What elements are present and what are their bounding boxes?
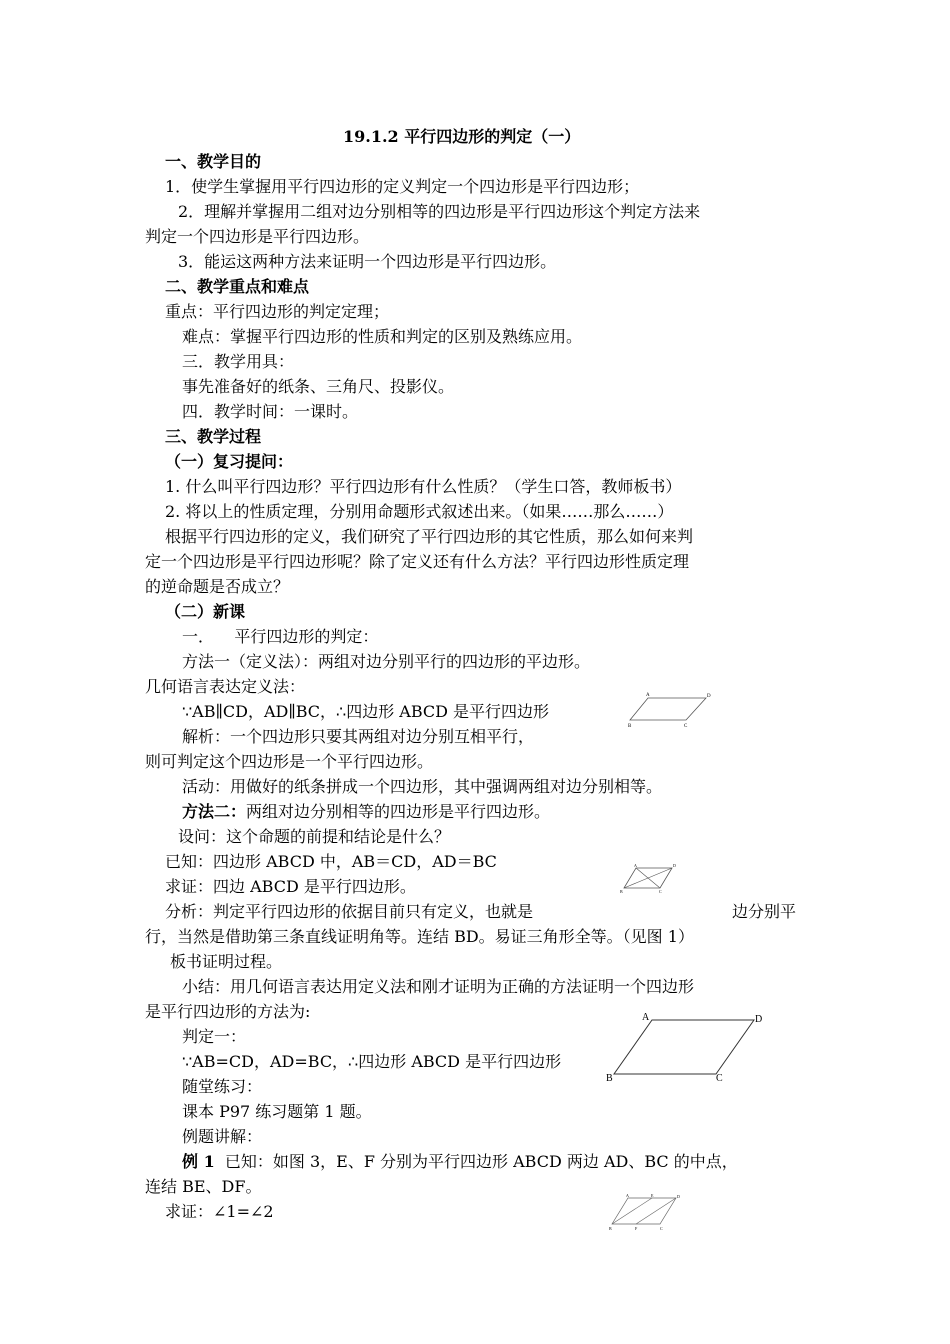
label-c: C bbox=[684, 724, 688, 728]
label-b: B bbox=[628, 724, 632, 728]
question-text: 设问：这个命题的前提和结论是什么？ bbox=[178, 827, 451, 846]
practice-text: 课本 P97 练习题第 1 题。 bbox=[182, 1102, 372, 1121]
label-b: B bbox=[620, 889, 623, 894]
judgement-heading: 一． 平行四边形的判定： bbox=[182, 627, 379, 646]
activity-text: 活动：用做好的纸条拼成一个四边形，其中强调两组对边分别相等。 bbox=[182, 777, 663, 796]
section-heading-key-points: 二、教学重点和难点 bbox=[165, 277, 310, 296]
section-heading-objectives: 一、教学目的 bbox=[165, 152, 262, 171]
figure-parallelogram-2 bbox=[618, 862, 678, 894]
label-e: E bbox=[651, 1193, 654, 1198]
objective-2-line-1: 2．理解并掌握用二组对边分别相等的四边形是平行四边形这个判定方法来 bbox=[178, 202, 701, 221]
example-1-line-1 bbox=[182, 1152, 738, 1172]
objective-1: 1．使学生掌握用平行四边形的定义判定一个四边形是平行四边形； bbox=[165, 177, 640, 196]
label-d: D bbox=[673, 863, 676, 868]
key-point: 重点：平行四边形的判定定理； bbox=[165, 302, 390, 321]
practice-heading: 随堂练习： bbox=[182, 1077, 263, 1096]
label-a: A bbox=[634, 863, 637, 868]
geometry-language-heading: 几何语言表达定义法： bbox=[145, 677, 306, 696]
review-question-2: 2. 将以上的性质定理，分别用命题形式叙述出来。（如果……那么……） bbox=[165, 502, 674, 521]
label-a: A bbox=[626, 1193, 629, 1198]
method-1: 方法一（定义法）：两组对边分别平行的四边形的平边形。 bbox=[182, 652, 591, 671]
example-1-prove: 求证：∠1=∠2 bbox=[165, 1202, 274, 1221]
section-heading-process: 三、教学过程 bbox=[165, 427, 262, 446]
example-1-line-2: 连结 BE、DF。 bbox=[145, 1177, 262, 1196]
objective-3: 3．能运这两种方法来证明一个四边形是平行四边形。 bbox=[178, 252, 557, 271]
difficult-point: 难点：掌握平行四边形的性质和判定的区别及熟练应用。 bbox=[182, 327, 583, 346]
intro-paragraph-line-3: 的逆命题是否成立？ bbox=[145, 577, 290, 596]
intro-paragraph-line-1: 根据平行四边形的定义，我们研究了平行四边形的其它性质，那么如何来判 bbox=[165, 527, 694, 546]
method-2-text: 两组对边分别相等的四边形是平行四边形。 bbox=[246, 802, 551, 821]
board-proof: 板书证明过程。 bbox=[170, 952, 283, 971]
figure-parallelogram-4 bbox=[606, 1190, 686, 1232]
summary-line-1: 小结：用几何语言表达用定义法和刚才证明为正确的方法证明一个四边形 bbox=[182, 977, 695, 996]
geometry-statement: ∵AB∥CD，AD∥BC，∴四边形 ABCD 是平行四边形 bbox=[182, 702, 550, 721]
label-b: B bbox=[609, 1226, 612, 1231]
teaching-tools-heading: 三．教学用具： bbox=[182, 352, 295, 371]
analysis-2-line-1-part-2: 边分别平 bbox=[732, 902, 797, 921]
example-1-text: 已知：如图 3，E、F 分别为平行四边形 ABCD 两边 AD、BC 的中点， bbox=[224, 1152, 738, 1171]
method-2-label: 方法二： bbox=[182, 802, 247, 821]
label-c: C bbox=[716, 1073, 723, 1083]
label-c: C bbox=[660, 1226, 663, 1231]
label-c: C bbox=[659, 889, 662, 894]
intro-paragraph-line-2: 定一个四边形是平行四边形呢？除了定义还有什么方法？平行四边形性质定理 bbox=[145, 552, 690, 571]
analysis-2-line-2: 行，当然是借助第三条直线证明角等。连结 BD。易证三角形全等。（见图 1） bbox=[145, 927, 694, 946]
example-1-label: 例 1 bbox=[182, 1152, 215, 1171]
summary-line-2: 是平行四边形的方法为: bbox=[145, 1002, 311, 1021]
judgement-1: ∵AB=CD，AD=BC，∴四边形 ABCD 是平行四边形 bbox=[182, 1052, 562, 1071]
method-2 bbox=[182, 802, 550, 822]
label-a: A bbox=[646, 693, 650, 698]
given-text: 已知：四边形 ABCD 中，AB＝CD，AD＝BC bbox=[165, 852, 497, 871]
judgement-1-heading: 判定一： bbox=[182, 1027, 247, 1046]
label-d: D bbox=[755, 1014, 763, 1025]
prove-text: 求证：四边 ABCD 是平行四边形。 bbox=[165, 877, 416, 896]
label-d: D bbox=[707, 694, 711, 699]
analysis-1-line-1: 解析：一个四边形只要其两组对边分别互相平行， bbox=[182, 727, 535, 746]
label-a: A bbox=[642, 1012, 650, 1023]
review-heading: （一）复习提问： bbox=[165, 452, 294, 471]
teaching-tools: 事先准备好的纸条、三角尺、投影仪。 bbox=[182, 377, 455, 396]
figure-parallelogram-3 bbox=[600, 1008, 775, 1083]
page-title: 19.1.2 平行四边形的判定（一） bbox=[343, 127, 581, 146]
new-lesson-heading: （二）新课 bbox=[165, 602, 246, 621]
label-d: D bbox=[677, 1194, 680, 1199]
teaching-time: 四．教学时间：一课时。 bbox=[182, 402, 359, 421]
example-heading: 例题讲解： bbox=[182, 1127, 263, 1146]
analysis-2-line-1-part-1: 分析：判定平行四边形的依据目前只有定义，也就是 bbox=[165, 902, 534, 921]
review-question-1: 1. 什么叫平行四边形？平行四边形有什么性质？（学生口答，教师板书） bbox=[165, 477, 682, 496]
analysis-1-line-2: 则可判定这个四边形是一个平行四边形。 bbox=[145, 752, 434, 771]
objective-2-line-2: 判定一个四边形是平行四边形。 bbox=[145, 227, 370, 246]
figure-parallelogram-1 bbox=[626, 690, 716, 728]
label-b: B bbox=[606, 1073, 613, 1083]
label-f: F bbox=[635, 1226, 638, 1231]
